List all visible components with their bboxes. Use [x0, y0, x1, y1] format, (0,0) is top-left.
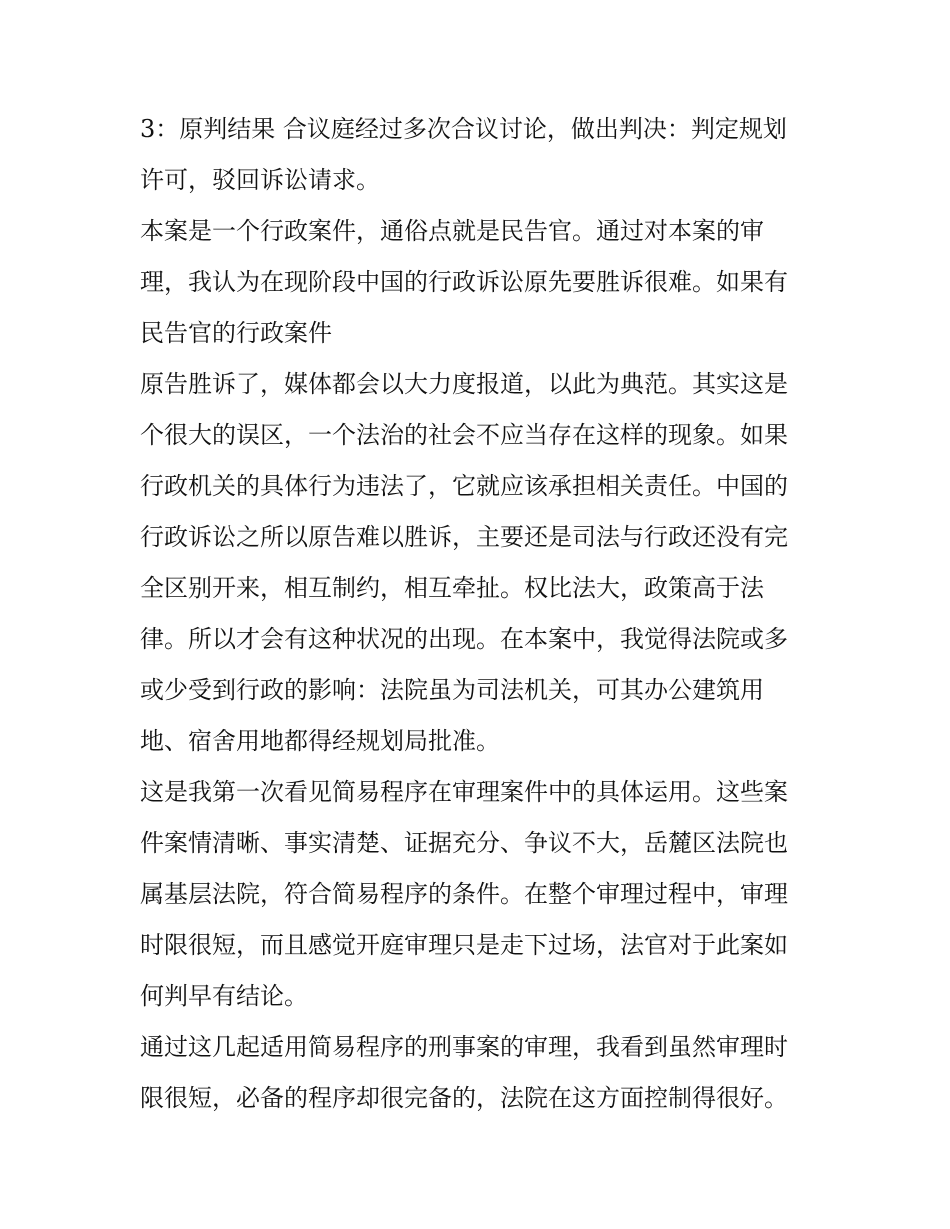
text-line: 全区别开来，相互制约，相互牵扯。权比法大，政策高于法 [140, 574, 764, 602]
text-line: 原告胜诉了，媒体都会以大力度报道，以此为典范。其实这是 [140, 370, 788, 398]
text-line: 何判早有结论。 [140, 982, 308, 1010]
text-line: 或少受到行政的影响：法院虽为司法机关，可其办公建筑用 [140, 676, 764, 704]
text-line: 行政机关的具体行为违法了，它就应该承担相关责任。中国的 [140, 472, 788, 500]
text-line: 许可，驳回诉讼请求。 [140, 166, 380, 194]
paragraph-analysis [140, 359, 815, 767]
text-line: 理，我认为在现阶段中国的行政诉讼原先要胜诉很难。如果有 [140, 268, 788, 296]
text-line: 地、宿舍用地都得经规划局批准。 [140, 727, 500, 755]
text-line: 行政诉讼之所以原告难以胜诉，主要还是司法与行政还没有完 [140, 523, 788, 551]
paragraph-simplified-procedure [140, 767, 815, 1022]
paragraph-original-judgment [140, 104, 815, 206]
text-line: 这是我第一次看见简易程序在审理案件中的具体运用。这些案 [140, 778, 788, 806]
document-body [140, 104, 815, 1124]
text-line: 限很短，必备的程序却很完备的，法院在这方面控制得很好。 [140, 1084, 788, 1112]
text-line: 3：原判结果 合议庭经过多次合议讨论，做出判决：判定规划 [140, 115, 787, 143]
text-line: 律。所以才会有这种状况的出现。在本案中，我觉得法院或多 [140, 625, 788, 653]
text-line: 本案是一个行政案件，通俗点就是民告官。通过对本案的审 [140, 217, 764, 245]
text-line: 个很大的误区，一个法治的社会不应当存在这样的现象。如果 [140, 421, 788, 449]
text-line: 属基层法院，符合简易程序的条件。在整个审理过程中，审理 [140, 880, 788, 908]
paragraph-case-intro [140, 206, 815, 359]
text-line: 件案情清晰、事实清楚、证据充分、争议不大，岳麓区法院也 [140, 829, 788, 857]
text-line: 时限很短，而且感觉开庭审理只是走下过场，法官对于此案如 [140, 931, 788, 959]
paragraph-conclusion [140, 1022, 815, 1124]
text-line: 通过这几起适用简易程序的刑事案的审理，我看到虽然审理时 [140, 1033, 788, 1061]
text-line: 民告官的行政案件 [140, 319, 332, 347]
